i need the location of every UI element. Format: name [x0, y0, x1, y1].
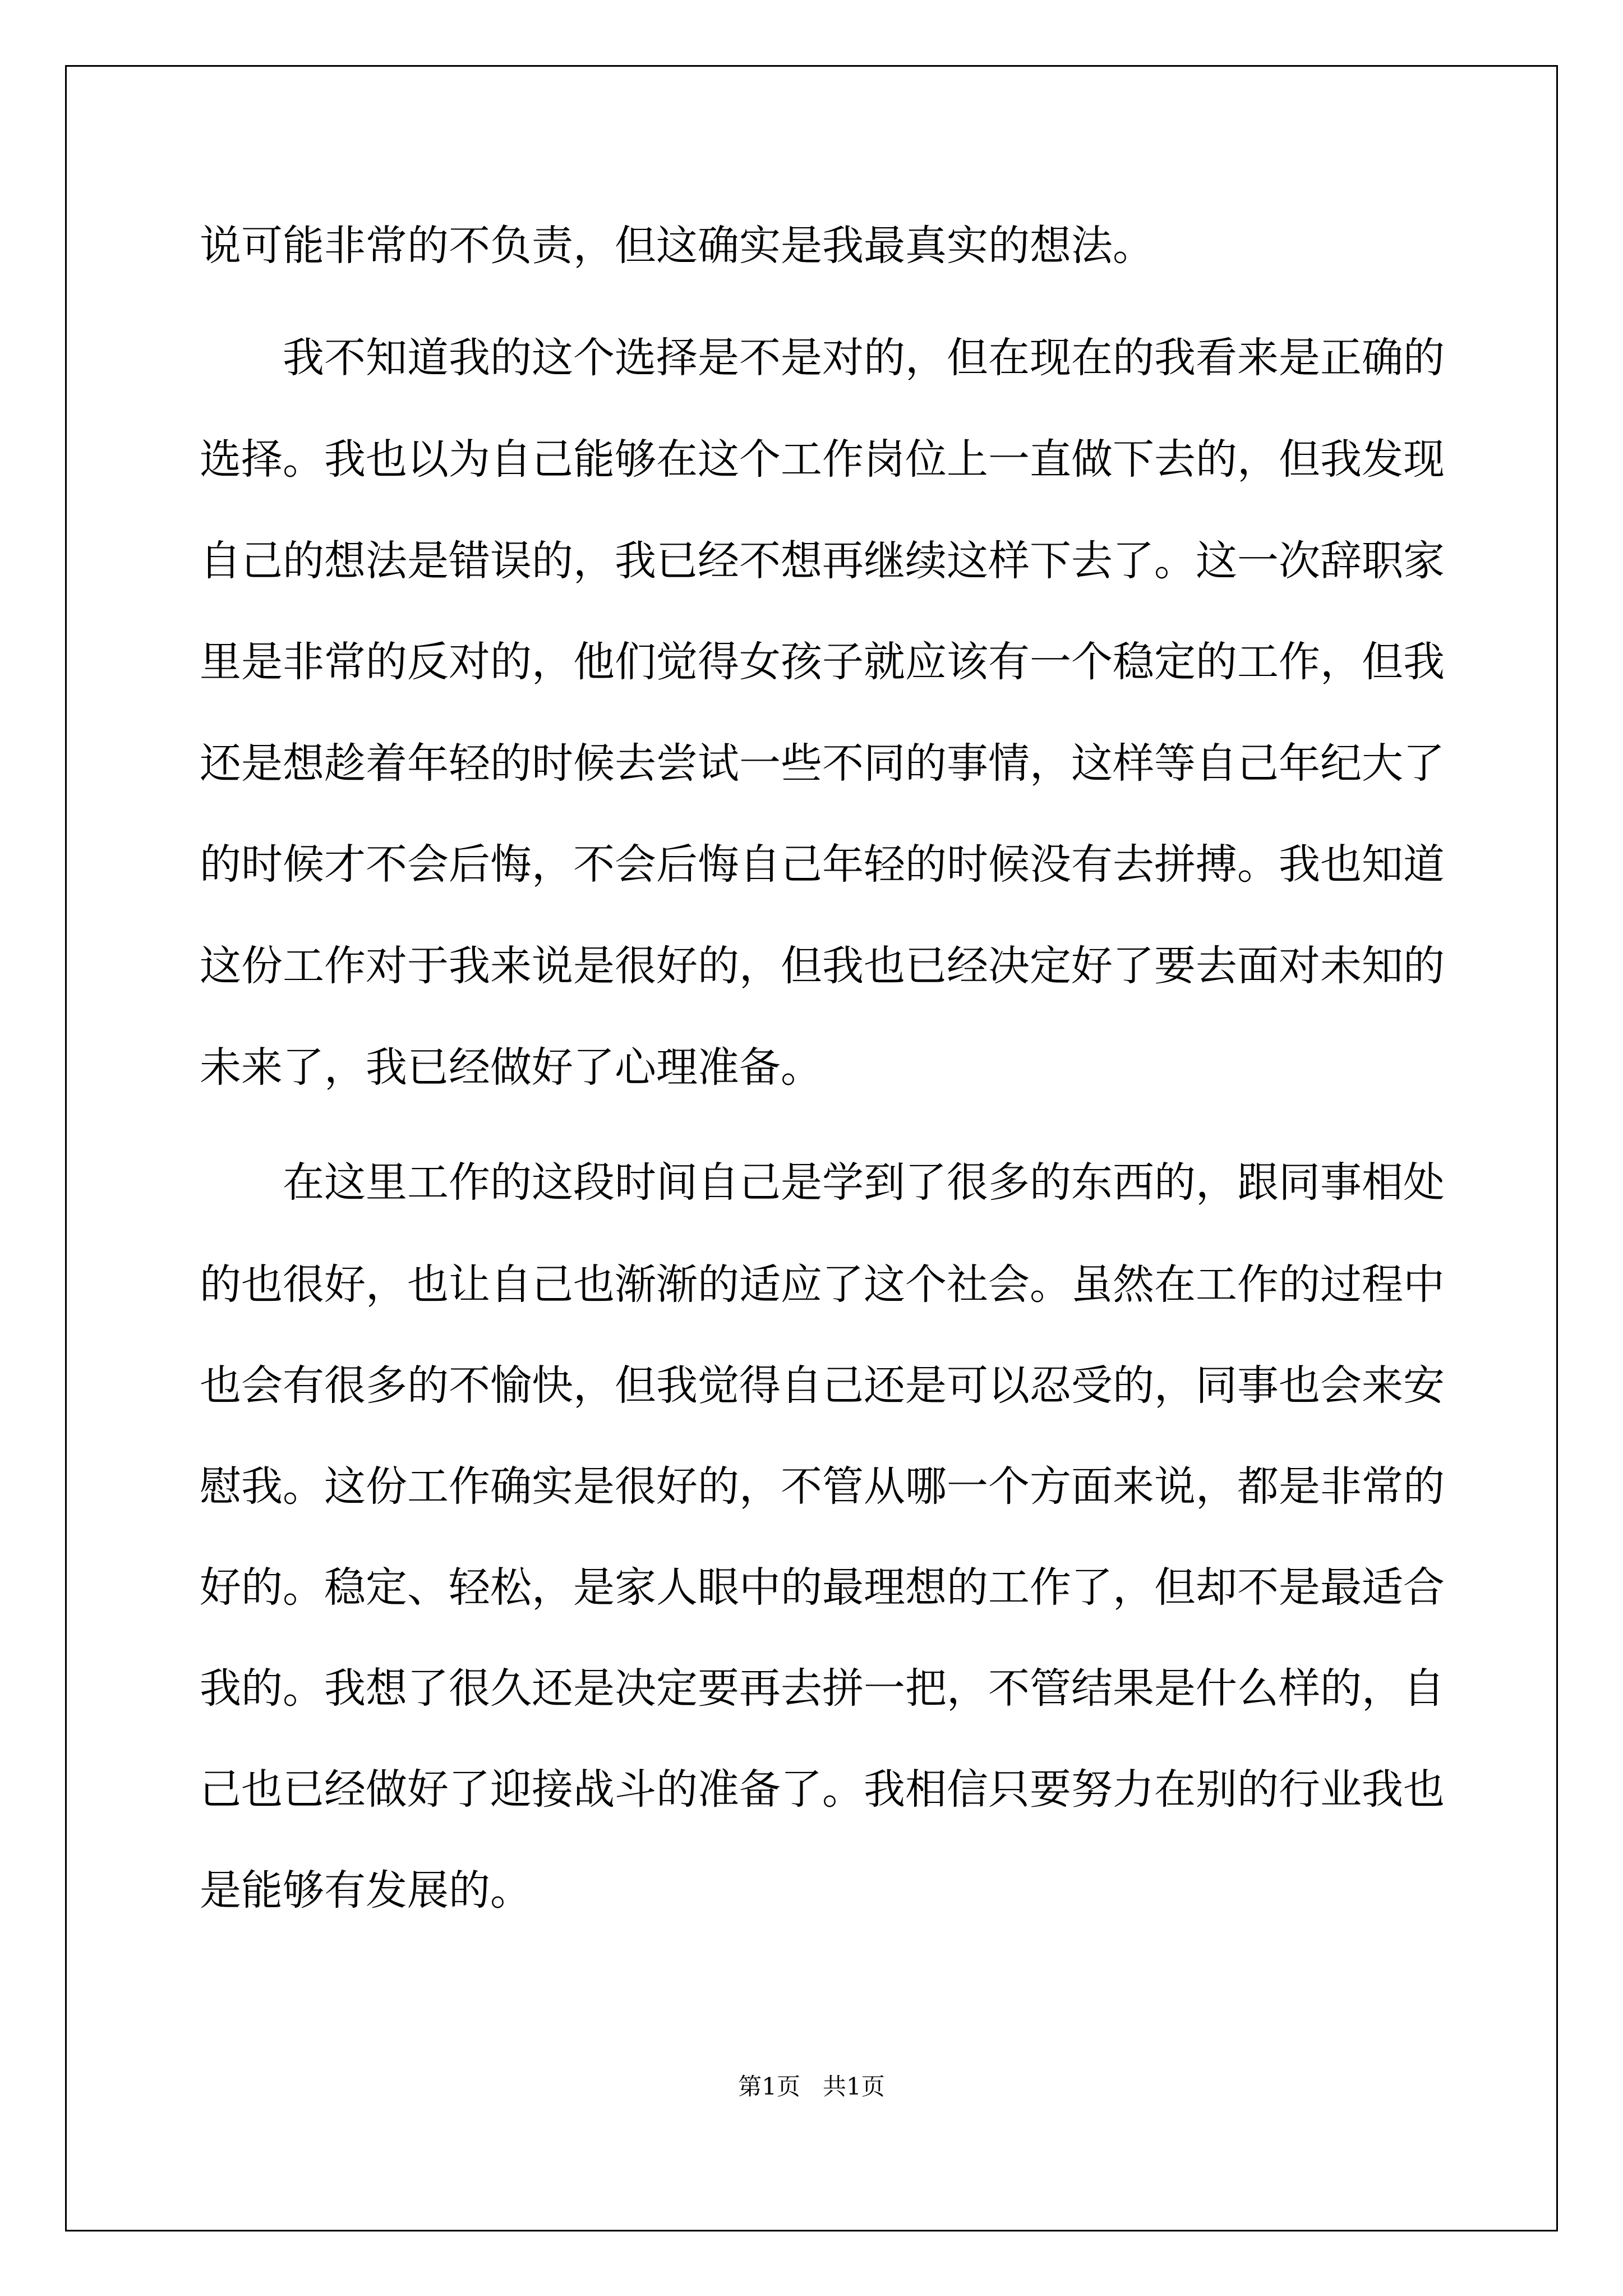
text-line-14: 好的。稳定、轻松，是家人眼中的最理想的工作了，但却不是最适合: [200, 1563, 1445, 1612]
text-line-15: 我的。我想了很久还是决定要再去拼一把，不管结果是什么样的，自: [200, 1664, 1445, 1713]
text-line-11: 的也很好，也让自己也渐渐的适应了这个社会。虽然在工作的过程中: [200, 1260, 1445, 1309]
text-line-2: 我不知道我的这个选择是不是对的，但在现在的我看来是正确的: [283, 334, 1445, 382]
page-number-footer: 第1页 共1页: [738, 2073, 885, 2100]
text-line-16: 己也已经做好了迎接战斗的准备了。我相信只要努力在别的行业我也: [200, 1765, 1445, 1814]
text-line-17: 是能够有发展的。: [200, 1866, 532, 1915]
text-line-13: 慰我。这份工作确实是很好的，不管从哪一个方面来说，都是非常的: [200, 1462, 1445, 1511]
text-line-1: 说可能非常的不负责，但这确实是我最真实的想法。: [200, 222, 1154, 270]
text-line-10: 在这里工作的这段时间自己是学到了很多的东西的，跟同事相处: [283, 1158, 1445, 1207]
text-line-5: 里是非常的反对的，他们觉得女孩子就应该有一个稳定的工作，但我: [200, 638, 1445, 686]
text-line-3: 选择。我也以为自己能够在这个工作岗位上一直做下去的，但我发现: [200, 435, 1445, 484]
text-line-4: 自己的想法是错误的，我已经不想再继续这样下去了。这一次辞职家: [200, 537, 1445, 585]
text-line-6: 还是想趁着年轻的时候去尝试一些不同的事情，这样等自己年纪大了: [200, 739, 1445, 788]
text-line-12: 也会有很多的不愉快，但我觉得自己还是可以忍受的，同事也会来安: [200, 1361, 1445, 1410]
text-line-7: 的时候才不会后悔，不会后悔自己年轻的时候没有去拼搏。我也知道: [200, 840, 1445, 889]
text-line-9: 未来了，我已经做好了心理准备。: [200, 1043, 822, 1092]
text-line-8: 这份工作对于我来说是很好的，但我也已经决定好了要去面对未知的: [200, 942, 1445, 990]
